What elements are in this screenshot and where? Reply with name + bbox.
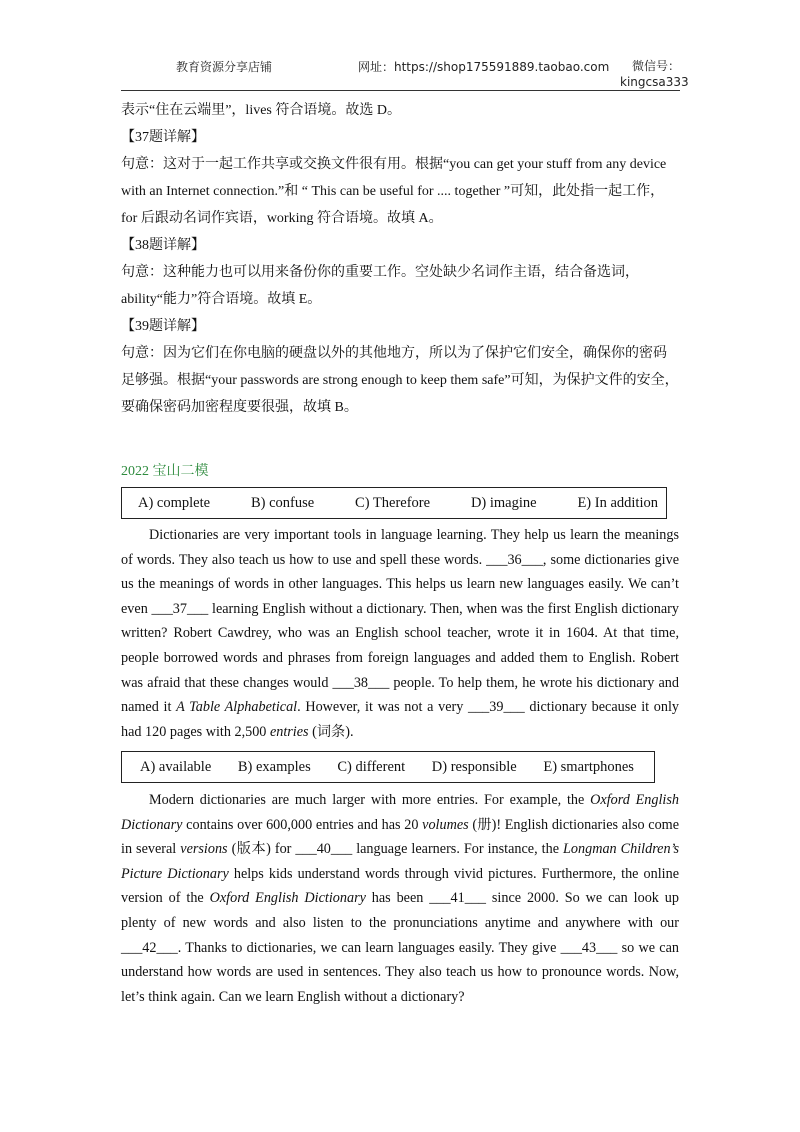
wechat-label: 微信号：: [631, 59, 680, 73]
explanation-line: 句意：因为它们在你电脑的硬盘以外的其他地方，所以为了保护它们安全，确保你的密码: [121, 346, 667, 361]
header-divider: [121, 90, 680, 91]
explanation-line: ability“能力”符合语境。故填 E。: [121, 292, 322, 307]
word-option: D) responsible: [431, 758, 517, 775]
passage-text: contains over 600,000 entries and has 20: [182, 816, 423, 833]
word-option: C) different: [337, 758, 406, 775]
word-option: A) available: [140, 758, 212, 775]
word-option: C) Therefore: [355, 494, 431, 511]
explanation-line: with an Internet connection.”和 “ This can be useful for .... together ”可知，此处指一起工作，: [121, 184, 665, 199]
passage-text: helps kids understand words through vivid pictures. Furthermore, the online version of the: [121, 865, 680, 907]
passage-italic: entries: [269, 723, 309, 740]
passage-paragraph-2: [121, 788, 679, 1009]
passage-italic: Longman Children’s Picture Dictionary: [121, 841, 679, 882]
question-heading-39: 【39题详解】: [121, 319, 205, 334]
section-title: 2022 宝山二模: [121, 464, 209, 479]
passage-text: has been ___41___ since 2000. So we can look up plenty of new words and also listen to the pronunciations anytime and anywhere with our ___42___. Thanks to dictionaries, we can learn languages easily. They give ___43___ so we can understand how words are used in sentences. They also teach us how to pronounce words. Now, let’s think again. Can we learn English without a dictionary?: [121, 890, 679, 1005]
question-heading-38: 【38题详解】: [121, 238, 205, 253]
explanations-block: [121, 97, 680, 421]
explanation-line: 足够强。根据“your passwords are strong enough to keep them safe”可知，为保护文件的安全，: [121, 373, 679, 388]
passage-text: (词条).: [308, 723, 354, 740]
question-heading-37: 【37题详解】: [121, 130, 205, 145]
passage-italic: Oxford English Dictionary: [121, 792, 679, 833]
passage-italic: versions: [180, 841, 228, 858]
wechat-info: [620, 58, 689, 90]
passage-text: Dictionaries are very important tools in language learning. They help us learn the meanings of words. They also teach us how to use and spell these words. ___36___, some dictionaries give us the meanings of words in other languages. This helps us learn new languages easily. We can’t even ___37___ learning English without a dictionary. Then, when was the first English dictionary written? Robert Cawdrey, who was an English school teacher, wrote it in 1604. At that time, people borrowed words and phrases from foreign languages and added them to English. Robert was afraid that these changes would ___38___ people. To help them, he wrote his dictionary and named it: [121, 527, 679, 716]
word-option: E) smartphones: [543, 758, 634, 775]
word-option: B) examples: [237, 758, 311, 775]
word-option: D) imagine: [470, 494, 537, 511]
page-header: [0, 56, 800, 90]
explanation-line: 表示“住在云端里”，lives 符合语境。故选 D。: [121, 103, 401, 118]
passage-text: . However, it was not a very ___39___ dictionary because it only had 120 pages with 2,500: [121, 699, 679, 740]
passage-italic: A Table Alphabetical: [176, 699, 298, 716]
wechat-id: kingcsa333: [620, 75, 689, 89]
explanation-line: 句意：这对于一起工作共享或交换文件很有用。根据“you can get your stuff from any device: [121, 157, 667, 172]
passage-italic: volumes: [422, 816, 469, 833]
passage-text: (册)! English dictionaries also come in several: [121, 816, 680, 858]
word-box-2: [121, 751, 655, 783]
shop-name: 教育资源分享店铺: [176, 60, 273, 74]
passage-text: Modern dictionaries are much larger with more entries. For example, the: [149, 792, 591, 808]
passage-italic: Oxford English Dictionary: [209, 890, 366, 907]
word-option: E) In addition: [577, 494, 658, 511]
word-option: B) confuse: [250, 494, 315, 511]
word-box-1: [121, 487, 667, 519]
passage-text: (版本) for ___40___ language learners. For instance, the: [227, 841, 564, 858]
explanation-line: 句意：这种能力也可以用来备份你的重要工作。空处缺少名词作主语，结合备选词，: [121, 265, 639, 280]
explanation-line: for 后跟动名词作宾语，working 符合语境。故填 A。: [121, 211, 443, 226]
passage-paragraph-1: [121, 523, 679, 744]
word-option: A) complete: [138, 494, 211, 511]
shop-website[interactable]: 网址：https://shop175591889.taobao.com: [358, 60, 610, 74]
explanation-line: 要确保密码加密程度要很强，故填 B。: [121, 400, 358, 415]
